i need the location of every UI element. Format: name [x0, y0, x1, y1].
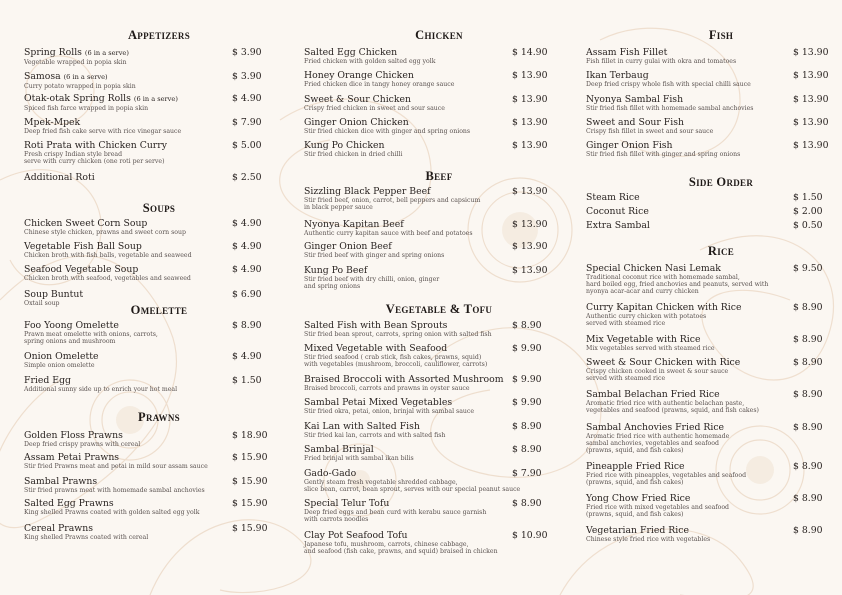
menu-item-sweet-and-sour-chicken-with-rice: [586, 357, 842, 382]
menu-item-description: and spring onions: [304, 283, 361, 290]
section-heading-prawns: Prawns: [138, 410, 180, 424]
menu-item-ginger-onion-fish: [586, 140, 842, 158]
menu-item-description: with vegetables (mushroom, broccoli, cauliflower, carrots): [304, 361, 488, 368]
menu-item-description: with carrots noodles: [304, 516, 369, 523]
menu-item-price: $ 8.90: [512, 498, 542, 509]
menu-item-otak-otak-spring-rolls: [24, 93, 294, 112]
menu-item-name-text: Sambal Belachan Fried Rice: [586, 389, 720, 400]
menu-item-name-text: Curry Kapitan Chicken with Rice: [586, 302, 742, 313]
section-heading-vegetable-and-tofu: Vegetable & Tofu: [385, 302, 493, 316]
menu-item-price: $ 13.90: [512, 70, 548, 81]
menu-item-mpek-mpek: [24, 117, 294, 135]
menu-item-description: vegetables and seafood (prawns, squid, and fish cakes): [586, 407, 759, 414]
menu-item-description: Deep fried eggs and bean curd with kerabu sauce garnish: [304, 509, 487, 516]
section-heading-side-order: Side Order: [688, 175, 754, 189]
menu-item-description: served with steamed rice: [586, 375, 666, 382]
menu-item-name-text: Mpek-Mpek: [24, 117, 81, 128]
menu-item-description: served with steamed rice: [586, 320, 666, 327]
menu-item-name-text: Ginger Onion Chicken: [304, 117, 409, 128]
menu-item-roti-prata-with-chicken-curry: [24, 140, 294, 165]
menu-item-name-text: Honey Orange Chicken: [304, 70, 414, 81]
menu-item-price: $ 3.90: [232, 47, 262, 58]
menu-item-onion-omelette: [24, 351, 294, 369]
menu-item-description: Curry potato wrapped in popia skin: [24, 83, 136, 90]
menu-item-sambal-anchovies-fried-rice: [586, 422, 842, 454]
menu-item-name-text: Vegetarian Fried Rice: [586, 525, 689, 536]
menu-item-description: Fresh crispy Indian style bread: [24, 151, 123, 158]
menu-item-description: Stir fried chicken dice with ginger and spring onions: [304, 128, 471, 135]
menu-item-price: $ 9.90: [512, 374, 542, 385]
menu-item-price: $ 5.00: [232, 140, 262, 151]
menu-item-price: $ 10.90: [512, 530, 548, 541]
menu-item-description: Aromatic fried rice with authentic homemade: [586, 433, 730, 440]
menu-item-name-text: Coconut Rice: [586, 206, 649, 217]
menu-item-price: $ 14.90: [512, 47, 548, 58]
menu-item-price: $ 18.90: [232, 430, 268, 441]
menu-item-sambal-petai-mixed-vegetables: [304, 397, 574, 415]
menu-item-name-text: Spring Rolls: [24, 47, 82, 58]
menu-item-ginger-onion-chicken: [304, 117, 574, 135]
menu-item-price: $ 15.90: [232, 498, 268, 509]
menu-item-salted-fish-with-bean-sprouts: [304, 320, 574, 338]
menu-item-clay-pot-seafood-tofu: [304, 530, 574, 555]
menu-item-price: $ 9.50: [793, 263, 823, 274]
menu-item-name-text: Pineapple Fried Rice: [586, 461, 685, 472]
menu-item-description: Chicken broth with fish balls, vegetable and seaweed: [24, 252, 192, 259]
menu-item-description: (prawns, squid, and fish cakes): [586, 447, 684, 454]
menu-item-name-text: Golden Floss Prawns: [24, 430, 123, 441]
menu-item-name-text: Salted Fish with Bean Sprouts: [304, 320, 448, 331]
menu-item-sambal-brinjal: [304, 444, 574, 462]
menu-item-price: $ 13.90: [793, 47, 829, 58]
menu-item-price: $ 4.90: [232, 264, 262, 275]
section-heading-appetizers: Appetizers: [127, 28, 191, 42]
menu-item-description: serve with curry chicken (one roti per serve): [24, 158, 165, 165]
menu-item-description: Fish fillet in curry gulai with okra and tomatoes: [586, 58, 737, 65]
menu-item-description: hard boiled egg, fried anchovies and peanuts, served with: [586, 281, 769, 288]
menu-item-kung-po-chicken: [304, 140, 574, 158]
menu-item-serving-note: (6 in a serve): [133, 95, 178, 103]
menu-item-name-text: Roti Prata with Chicken Curry: [24, 140, 167, 151]
menu-item-description: Traditional coconut rice with homemade sambal,: [586, 274, 740, 281]
menu-item-price: $ 4.90: [232, 241, 262, 252]
menu-item-name-text: Ginger Onion Fish: [586, 140, 673, 151]
menu-item-name-text: Kung Po Chicken: [304, 140, 385, 151]
menu-item-description: spring onions and mushroom: [24, 338, 116, 345]
menu-item-description: Chinese style chicken, prawns and sweet corn soup: [24, 229, 186, 236]
menu-item-description: King shelled Prawns coated with cereal: [24, 534, 149, 541]
menu-item-vegetable-fish-ball-soup: [24, 241, 294, 259]
menu-item-price: $ 8.90: [512, 320, 542, 331]
menu-item-price: $ 13.90: [512, 219, 548, 230]
menu-item-name-text: Seafood Vegetable Soup: [24, 264, 139, 275]
menu-item-description: Chicken broth with seafood, vegetables and seaweed: [24, 275, 191, 282]
menu-item-description: Stir fried bean sprout, carrots, spring onion with salted fish: [304, 331, 492, 338]
menu-item-price: $ 8.90: [793, 422, 823, 433]
menu-item-price: $ 8.90: [793, 389, 823, 400]
menu-item-description: Deep fried crispy prawns with cereal: [24, 441, 141, 448]
menu-item-description: (prawns, squid, and fish cakes): [586, 511, 684, 518]
menu-item-description: Aromatic fried rice with authentic belachan paste,: [586, 400, 745, 407]
menu-item-description: Gently steam fresh vegetable shredded cabbage,: [304, 479, 458, 486]
menu-item-description: Crispy fish fillet in sweet and sour sauce: [586, 128, 714, 135]
menu-item-price: $ 2.50: [232, 172, 262, 183]
menu-item-pineapple-fried-rice: [586, 461, 842, 486]
menu-item-seafood-vegetable-soup: [24, 264, 294, 282]
menu-item-description: and seafood (fish cake, prawns, and squid) braised in chicken: [304, 548, 498, 555]
menu-item-name-text: Steam Rice: [586, 192, 640, 203]
menu-item-description: Mix vegetables served with steamed rice: [586, 345, 715, 352]
menu-item-description: Chinese style fried rice with vegetables: [586, 536, 711, 543]
menu-item-name-text: Cereal Prawns: [24, 523, 93, 534]
menu-item-description: Crispy chicken cooked in sweet & sour sauce: [586, 368, 729, 375]
menu-item-vegetarian-fried-rice: [586, 525, 842, 543]
menu-item-description: King shelled Prawns coated with golden salted egg yolk: [24, 509, 200, 516]
menu-item-description: Stir fried chicken in dried chilli: [304, 151, 403, 158]
menu-item-price: $ 13.90: [793, 70, 829, 81]
menu-item-samosa: [24, 71, 294, 90]
menu-item-description: Stir fried beef, onion, carrot, bell peppers and capsicum: [304, 197, 481, 204]
menu-item-description: Authentic curry kapitan sauce with beef and potatoes: [304, 230, 473, 237]
menu-item-description: Stir fried fish fillet with homemade sambal anchovies: [586, 105, 754, 112]
menu-item-description: Stir fried seafood ( crab stick, fish cakes, prawns, squid): [304, 354, 482, 361]
menu-item-nyonya-kapitan-beef: [304, 219, 574, 237]
menu-item-mix-vegetable-with-rice: [586, 334, 842, 352]
menu-item-name-text: Kai Lan with Salted Fish: [304, 421, 420, 432]
menu-item-cereal-prawns: [24, 523, 294, 541]
menu-item-foo-yoong-omelette: [24, 320, 294, 345]
menu-item-curry-kapitan-chicken-with-rice: [586, 302, 842, 327]
menu-item-price: $ 4.90: [232, 218, 262, 229]
menu-item-price: $ 13.90: [512, 241, 548, 252]
menu-item-name-text: Clay Pot Seafood Tofu: [304, 530, 408, 541]
menu-item-sweet-and-sour-chicken: [304, 94, 574, 112]
menu-item-description: Spiced fish farce wrapped in popia skin: [24, 105, 149, 112]
menu-item-description: Deep fried fish cake serve with rice vinegar sauce: [24, 128, 182, 135]
menu-item-description: Deep fried crispy whole fish with special chilli sauce: [586, 81, 751, 88]
menu-item-price: $ 15.90: [232, 523, 268, 534]
menu-item-price: $ 8.90: [793, 334, 823, 345]
menu-item-name-text: Sambal Prawns: [24, 476, 98, 487]
menu-item-name-text: Chicken Sweet Corn Soup: [24, 218, 148, 229]
menu-item-description: Fried chicken dice in tangy honey orange sauce: [304, 81, 455, 88]
menu-item-yong-chow-fried-rice: [586, 493, 842, 518]
menu-item-salted-egg-prawns: [24, 498, 294, 516]
menu-item-price: $ 13.90: [512, 117, 548, 128]
menu-item-description: Stir fried beef with ginger and spring onions: [304, 252, 445, 259]
menu-item-price: $ 4.90: [232, 351, 262, 362]
menu-item-name-text: Gado-Gado: [304, 468, 357, 479]
menu-item-price: $ 13.90: [512, 186, 548, 197]
section-heading-omelette: Omelette: [130, 303, 188, 317]
menu-item-description: Stir fried kai lan, carrots and with salted fish: [304, 432, 446, 439]
menu-item-additional-roti: [24, 172, 294, 183]
menu-item-name-text: Extra Sambal: [586, 220, 650, 231]
menu-item-kai-lan-with-salted-fish: [304, 421, 574, 439]
menu-item-braised-broccoli-with-assorted-mushroom: [304, 374, 574, 392]
menu-item-price: $ 8.90: [793, 357, 823, 368]
menu-item-name-text: Sweet & Sour Chicken: [304, 94, 412, 105]
section-heading-chicken: Chicken: [415, 28, 463, 42]
menu-item-name-text: Fried Egg: [24, 375, 71, 386]
menu-item-nyonya-sambal-fish: [586, 94, 842, 112]
menu-item-name-text: Braised Broccoli with Assorted Mushroom: [304, 374, 504, 385]
menu-item-name-text: Ginger Onion Beef: [304, 241, 392, 252]
menu-item-name-text: Special Chicken Nasi Lemak: [586, 263, 721, 274]
menu-item-kung-po-beef: [304, 265, 574, 290]
menu-item-serving-note: (6 in a serve): [84, 49, 129, 57]
menu-item-description: slice bean, carrot, bean sprout, serves with our special peanut sauce: [304, 486, 521, 493]
menu-item-price: $ 1.50: [793, 192, 823, 203]
menu-item-price: $ 7.90: [512, 468, 542, 479]
menu-item-price: $ 13.90: [793, 94, 829, 105]
menu-item-name-text: Sizzling Black Pepper Beef: [304, 186, 431, 197]
menu-item-sambal-prawns: [24, 476, 294, 494]
menu-item-price: $ 13.90: [512, 265, 548, 276]
menu-item-description: Braised broccoli, carrots and prawns in oyster sauce: [304, 385, 470, 392]
menu-item-description: Stir fried okra, petai, onion, brinjal with sambal sauce: [304, 408, 474, 415]
menu-item-name-text: Mixed Vegetable with Seafood: [304, 343, 448, 354]
menu-item-sweet-and-sour-fish: [586, 117, 842, 135]
menu-item-name-text: Nyonya Kapitan Beef: [304, 219, 404, 230]
menu-item-salted-egg-chicken: [304, 47, 574, 65]
menu-item-description: Prawn meat omelette with onions, carrots,: [24, 331, 158, 338]
menu-item-price: $ 8.90: [793, 461, 823, 472]
menu-item-price: $ 9.90: [512, 343, 542, 354]
section-heading-rice: Rice: [707, 244, 735, 258]
menu-item-name-text: Soup Buntut: [24, 289, 84, 300]
menu-item-price: $ 8.90: [512, 421, 542, 432]
menu-item-honey-orange-chicken: [304, 70, 574, 88]
menu-item-price: $ 0.50: [793, 220, 823, 231]
menu-item-price: $ 13.90: [793, 117, 829, 128]
menu-item-special-telur-tofu: [304, 498, 574, 523]
section-heading-soups: Soups: [142, 201, 176, 215]
menu-item-chicken-sweet-corn-soup: [24, 218, 294, 236]
menu-item-name-text: Assam Fish Fillet: [586, 47, 668, 58]
menu-item-price: $ 7.90: [232, 117, 262, 128]
menu-item-special-chicken-nasi-lemak: [586, 263, 842, 295]
menu-item-name-text: Nyonya Sambal Fish: [586, 94, 684, 105]
menu-item-name-text: Sambal Petai Mixed Vegetables: [304, 397, 453, 408]
menu-item-description: sambal anchovies, vegetables and seafood: [586, 440, 719, 447]
section-heading-fish: Fish: [708, 28, 734, 42]
menu-item-name-text: Otak-otak Spring Rolls: [24, 93, 131, 104]
menu-item-sizzling-black-pepper-beef: [304, 186, 574, 211]
menu-item-price: $ 15.90: [232, 476, 268, 487]
menu-item-description: in black pepper sauce: [304, 204, 373, 211]
menu-item-extra-sambal: [586, 220, 842, 231]
menu-item-price: $ 8.90: [232, 320, 262, 331]
menu-item-price: $ 2.00: [793, 206, 823, 217]
menu-item-description: Stir fried Prawns meat and petai in mild sour assam sauce: [24, 463, 208, 470]
menu-item-price: $ 6.90: [232, 289, 262, 300]
menu-item-name-text: Ikan Terbaug: [586, 70, 649, 81]
menu-item-coconut-rice: [586, 206, 842, 217]
menu-item-sambal-belachan-fried-rice: [586, 389, 842, 414]
menu-item-price: $ 13.90: [793, 140, 829, 151]
menu-item-price: $ 13.90: [512, 94, 548, 105]
menu-item-name-text: Assam Petai Prawns: [24, 452, 120, 463]
menu-item-price: $ 8.90: [793, 302, 823, 313]
menu-item-fried-egg: [24, 375, 294, 393]
menu-item-description: nyonya acar-acar and curry chicken: [586, 288, 699, 295]
menu-item-name-text: Sweet & Sour Chicken with Rice: [586, 357, 741, 368]
menu-item-name-text: Sweet and Sour Fish: [586, 117, 684, 128]
menu-item-mixed-vegetable-with-seafood: [304, 343, 574, 368]
menu-item-description: Japanese tofu, mushroom, carrots, chinese cabbage,: [304, 541, 469, 548]
menu-item-ginger-onion-beef: [304, 241, 574, 259]
menu-item-description: Oxtail soup: [24, 300, 60, 307]
menu-item-steam-rice: [586, 192, 842, 203]
menu-item-name-text: Salted Egg Chicken: [304, 47, 398, 58]
menu-item-name-text: Kung Po Beef: [304, 265, 368, 276]
menu-item-price: $ 9.90: [512, 397, 542, 408]
menu-item-name-text: Vegetable Fish Ball Soup: [24, 241, 142, 252]
menu-item-price: $ 1.50: [232, 375, 262, 386]
menu-item-name-text: Mix Vegetable with Rice: [586, 334, 701, 345]
menu-item-price: $ 4.90: [232, 93, 262, 104]
menu-item-spring-rolls: [24, 47, 294, 66]
menu-item-price: $ 8.90: [793, 525, 823, 536]
menu-item-description: Crispy fried chicken in sweet and sour sauce: [304, 105, 445, 112]
section-heading-beef: Beef: [425, 169, 453, 183]
menu-item-description: Stir fried fish fillet with ginger and spring onions: [586, 151, 741, 158]
menu-item-name-text: Samosa: [24, 71, 61, 82]
menu-item-name-text: Sambal Anchovies Fried Rice: [586, 422, 725, 433]
menu-item-description: Stir fried prawns meat with homemade sambal anchovies: [24, 487, 205, 494]
menu-item-name-text: Foo Yoong Omelette: [24, 320, 119, 331]
menu-item-description: Vegetable wrapped in popia skin: [24, 59, 127, 66]
menu-item-price: $ 15.90: [232, 452, 268, 463]
menu-item-name-text: Salted Egg Prawns: [24, 498, 114, 509]
menu-item-description: Simple onion omelette: [24, 362, 95, 369]
menu-item-price: $ 8.90: [512, 444, 542, 455]
menu-item-name-text: Sambal Brinjal: [304, 444, 374, 455]
menu-item-name-text: Special Telur Tofu: [304, 498, 390, 509]
menu-item-name-text: Yong Chow Fried Rice: [586, 493, 691, 504]
menu-item-price: $ 13.90: [512, 140, 548, 151]
menu-item-name-text: Additional Roti: [24, 172, 95, 183]
menu-item-description: Fried rice with mixed vegetables and seafood: [586, 504, 730, 511]
menu-item-ikan-terbaug: [586, 70, 842, 88]
menu-item-description: Fried brinjal with sambal ikan bilis: [304, 455, 414, 462]
menu-item-assam-petai-prawns: [24, 452, 294, 470]
menu-item-price: $ 3.90: [232, 71, 262, 82]
menu-item-description: Additional sunny side up to enrich your hot meal: [24, 386, 178, 393]
menu-item-assam-fish-fillet: [586, 47, 842, 65]
menu-item-description: (prawns, squid, and fish cakes): [586, 479, 684, 486]
menu-item-golden-floss-prawns: [24, 430, 294, 448]
menu-item-name-text: Onion Omelette: [24, 351, 99, 362]
menu-item-description: Stir fried beef with dry chilli, onion, ginger: [304, 276, 440, 283]
menu-item-serving-note: (6 in a serve): [63, 73, 108, 81]
menu-item-description: Authentic curry chicken with potatoes: [586, 313, 707, 320]
menu-item-description: Fried chicken with golden salted egg yolk: [304, 58, 436, 65]
menu-item-gado-gado: [304, 468, 574, 493]
menu-item-description: Fried rice with pineapples, vegetables and seafood: [586, 472, 747, 479]
menu-item-price: $ 8.90: [793, 493, 823, 504]
